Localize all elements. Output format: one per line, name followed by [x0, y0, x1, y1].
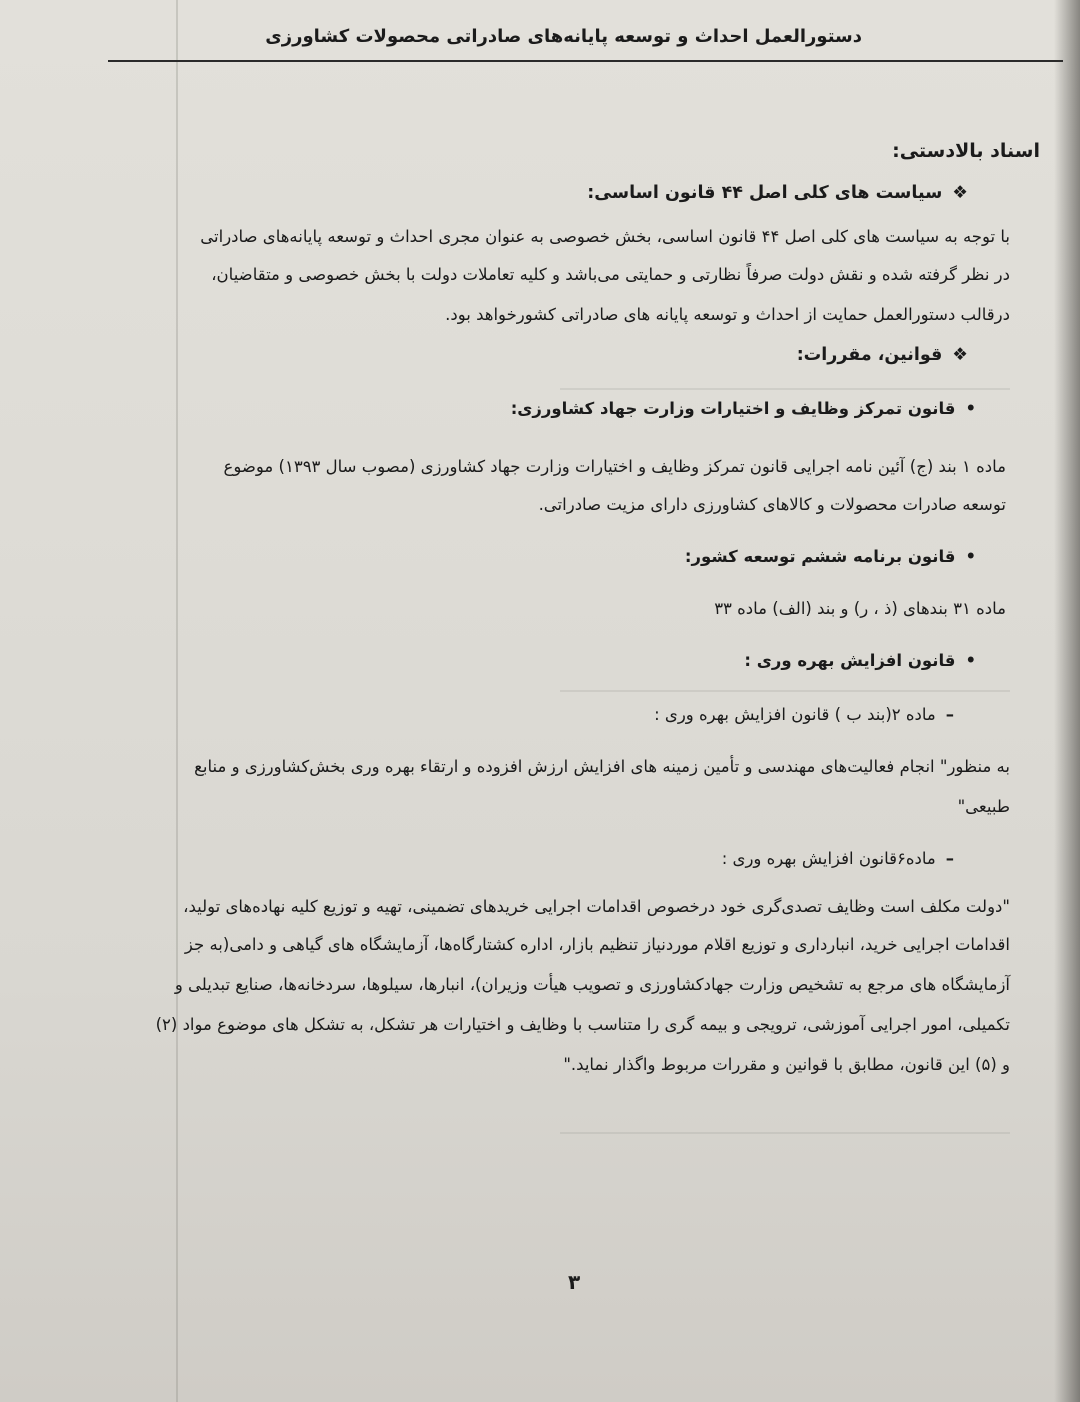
- diamond-bullet-icon: ❖: [952, 345, 968, 365]
- law3-quote2-line-2: اقدامات اجرایی خرید، انبارداری و توزیع اقلام موردنیاز تنظیم بازار، اداره کشتارگاه‌ها، آزمایشگاه های گیاهی و دامی(به جز: [184, 935, 1010, 954]
- law3-quote2-line-4: تکمیلی، امور اجرایی آموزشی، ترویجی و بیمه گری را متناسب با وظایف و اختیارات هر تشکل، به تشکل های موضوع مواد (۲): [155, 1015, 1010, 1034]
- laws-heading-text: قوانین، مقررات:: [796, 345, 943, 365]
- dash-bullet: –: [945, 849, 954, 868]
- bullet-icon: •: [965, 651, 976, 670]
- policies-heading-text: سیاست های کلی اصل ۴۴ قانون اساسی:: [587, 183, 943, 203]
- bullet-icon: •: [965, 547, 976, 566]
- law3-sub1-text: ماده ۲(بند ب ) قانون افزایش بهره وری :: [654, 705, 936, 724]
- law3-heading-text: قانون افزایش بهره وری :: [744, 651, 956, 670]
- law3-heading: [744, 650, 976, 672]
- header-title: دستورالعمل احداث و توسعه پایانه‌های صادراتی محصولات کشاورزی: [265, 26, 862, 47]
- law3-quote1-line-1: به منظور" انجام فعالیت‌های مهندسی و تأمین زمینه های افزایش ارزش افزوده و ارتقاء بهره وری بخش‌کشاورزی و منابع: [194, 757, 1010, 776]
- policies-heading: [587, 182, 968, 204]
- header-rule: [108, 60, 1063, 62]
- law3-sub2-text: ماده۶قانون افزایش بهره وری :: [721, 849, 936, 868]
- law3-quote1-line-2: طبیعی": [957, 797, 1010, 816]
- page-number: ۳: [568, 1270, 581, 1294]
- bullet-icon: •: [965, 399, 976, 418]
- law3-sub1: [654, 704, 954, 726]
- dash-bullet: –: [945, 705, 954, 724]
- law3-quote2-line-3: آزمایشگاه های مرجع به تشخیص وزارت جهادکشاورزی و تصویب هیأت وزیران)، انبارها، سیلوها، سردخانه‌ها، صنایع تبدیلی و: [174, 975, 1010, 994]
- laws-heading: [797, 344, 968, 366]
- policies-paragraph-line-3: درقالب دستورالعمل حمایت از احداث و توسعه پایانه های صادراتی کشورخواهد بود.: [445, 305, 1010, 324]
- law3-quote2-line-1: "دولت مکلف است وظایف تصدی‌گری خود درخصوص اقدامات اجرایی خریدهای تضمینی، تهیه و توزیع کلیه نهاده‌های تولید،: [183, 897, 1010, 916]
- law2-paragraph-line-1: ماده ۳۱ بندهای (ذ ، ر) و بند (الف) ماده ۳۳: [714, 599, 1006, 618]
- bleed-through-line: [560, 690, 1010, 692]
- law1-paragraph-line-2: توسعه صادرات محصولات و کالاهای کشاورزی دارای مزیت صادراتی.: [538, 495, 1006, 514]
- law1-heading: [511, 398, 976, 420]
- law2-heading-text: قانون برنامه ششم توسعه کشور:: [684, 547, 956, 566]
- law3-sub2: [722, 848, 954, 870]
- bleed-through-line: [560, 388, 1010, 390]
- law1-paragraph-line-1: ماده ۱ بند (ج) آئین نامه اجرایی قانون تمرکز وظایف و اختیارات وزارت جهاد کشاورزی (مصوب سال ۱۳۹۳) موضوع: [223, 457, 1006, 476]
- policies-paragraph-line-2: در نظر گرفته شده و نقش دولت صرفاً نظارتی و حمایتی می‌باشد و کلیه تعاملات دولت با بخش خصوصی و متقاضیان،: [211, 265, 1010, 284]
- law3-quote2-line-5: و (۵) این قانون، مطابق با قوانین و مقررات مربوط واگذار نماید.": [563, 1055, 1010, 1074]
- policies-paragraph-line-1: با توجه به سیاست های کلی اصل ۴۴ قانون اساسی، بخش خصوصی به عنوان مجری احداث و توسعه پایانه‌های صادراتی: [200, 227, 1010, 246]
- section-title: اسناد بالادستی:: [892, 140, 1040, 162]
- law2-heading: [685, 546, 976, 568]
- bleed-through-line: [560, 1132, 1010, 1134]
- diamond-bullet-icon: ❖: [952, 183, 968, 203]
- law1-heading-text: قانون تمرکز وظایف و اختیارات وزارت جهاد کشاورزی:: [510, 399, 956, 418]
- paper-fold-line: [176, 0, 178, 1402]
